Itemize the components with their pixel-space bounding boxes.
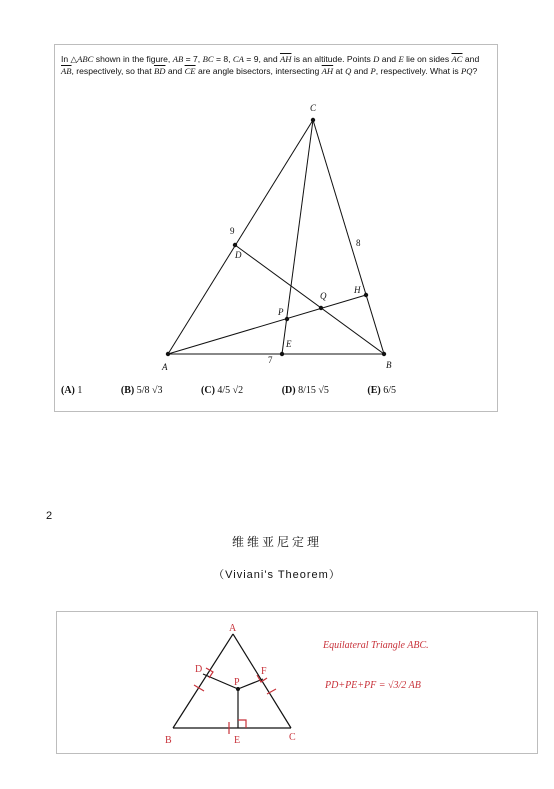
- problem-statement: In △ABC shown in the figure, AB = 7, BC = 8, CA = 9, and $\overline{AH}$ is an altitude. Points D and E lie on sides $\overline{AC}$ and $\overline{AB}$, respectively, so that $\overline{BD}$ and $\overline{CE}$ are angle bisectors, intersecting $\overline{AH}$ at Q and P, respectively. What is PQ?: [61, 54, 480, 76]
- triangle-figure: [55, 95, 497, 395]
- point-e: [280, 352, 284, 356]
- answer-e[interactable]: (E) 6/5: [367, 385, 396, 396]
- section-number: 2: [46, 510, 53, 522]
- label-h: H: [354, 285, 361, 295]
- side-ca: [168, 120, 313, 354]
- answer-a[interactable]: (A) 1: [61, 385, 83, 396]
- eq-side-ab: [173, 634, 233, 728]
- viviani-box: [56, 611, 538, 754]
- section-title-cn: 维维亚尼定理: [231, 535, 322, 549]
- label-a: A: [162, 362, 168, 372]
- point-p: [285, 317, 289, 321]
- note-formula: PD+PE+PF = √3/2 AB: [325, 680, 421, 691]
- point-d: [233, 243, 237, 247]
- segment-pd: [203, 674, 238, 689]
- answer-b[interactable]: (B) 5/8 √3: [120, 385, 163, 396]
- point-h: [364, 293, 368, 297]
- bisector-bd: [235, 245, 384, 354]
- label-d: D: [235, 250, 242, 260]
- problem-box: [54, 44, 498, 412]
- tick-ab: [194, 685, 204, 691]
- label-q: Q: [320, 291, 327, 301]
- segment-pf: [238, 679, 263, 689]
- answer-c[interactable]: (C) 4/5 √2: [201, 385, 244, 396]
- length-ab: 7: [268, 355, 273, 365]
- vlabel-d: D: [195, 664, 203, 675]
- label-e: E: [286, 339, 292, 349]
- length-bc: 8: [356, 238, 361, 248]
- altitude-ah: [168, 295, 366, 354]
- point-a: [166, 352, 170, 356]
- length-ca: 9: [230, 226, 235, 236]
- vlabel-f: F: [261, 666, 267, 677]
- label-b: B: [386, 360, 392, 370]
- vlabel-c: C: [289, 732, 296, 743]
- answer-choices: [61, 385, 432, 396]
- point-q: [319, 306, 323, 310]
- side-bc: [313, 120, 384, 354]
- vlabel-b: B: [165, 735, 172, 746]
- right-angle-d: [206, 668, 213, 678]
- vlabel-e: E: [234, 735, 241, 746]
- label-c: C: [310, 103, 317, 113]
- right-angle-e: [238, 720, 246, 728]
- point-b: [382, 352, 386, 356]
- label-p: P: [278, 307, 284, 317]
- answer-d[interactable]: (D) 8/15 √5: [281, 385, 329, 396]
- note-equilateral: Equilateral Triangle ABC.: [323, 640, 429, 651]
- point-c: [311, 118, 315, 122]
- vlabel-p: P: [234, 677, 240, 688]
- vlabel-a: A: [229, 623, 237, 634]
- section-title-en: （Viviani's Theorem）: [213, 569, 341, 581]
- viviani-figure: [57, 612, 537, 753]
